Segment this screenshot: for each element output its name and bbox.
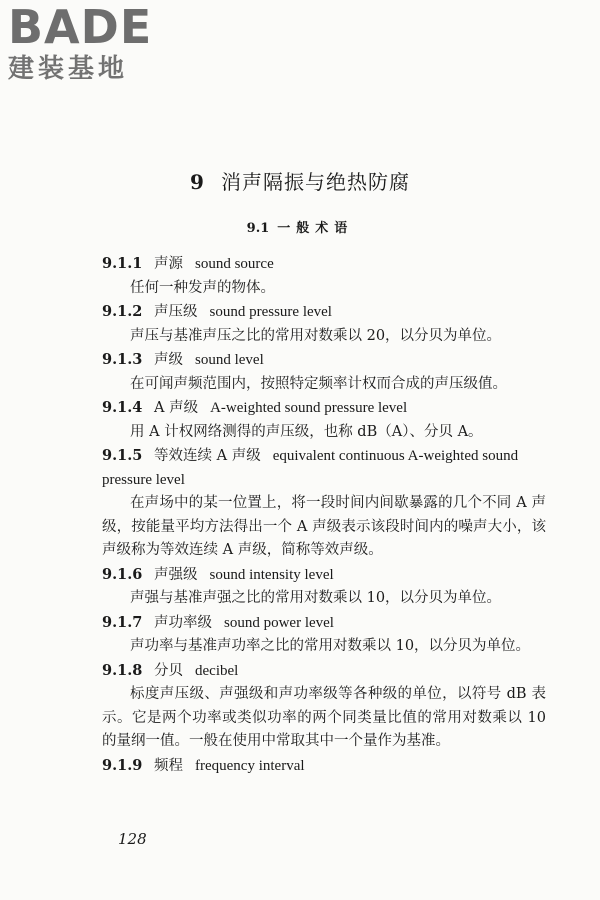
term-heading: [102, 252, 546, 277]
term-english: sound intensity level: [209, 566, 334, 583]
term-number: 9.1.8: [102, 661, 143, 679]
term-english: sound level: [195, 352, 264, 368]
term-definition: 声功率与基准声功率之比的常用对数乘以 10，以分贝为单位。: [130, 638, 531, 654]
term-number: 9.1.1: [102, 255, 143, 272]
chapter-heading: [0, 166, 600, 195]
term-definition: 声强与基准声强之比的常用对数乘以 10，以分贝为单位。: [130, 590, 502, 606]
term-number: 9.1.3: [102, 351, 143, 368]
term-heading: [102, 300, 546, 325]
term-english: decibel: [195, 662, 239, 679]
logo-wordmark: BADE: [8, 0, 153, 54]
term-definition: 标度声压级、声强级和声功率级等各种级的单位，以符号 dB 表示。它是两个功率或类似功率的两个同类量比值的常用对数乘以 10 的量纲一值。一般在使用中常取其中一个量作为基准。: [102, 686, 546, 749]
terms-list: [102, 252, 546, 778]
section-number: 9.1: [246, 221, 270, 236]
term-heading: [102, 348, 546, 373]
term-number: 9.1.5: [102, 447, 143, 464]
chapter-title: 消声隔振与绝热防腐: [220, 170, 410, 194]
logo-subtitle: 建装基地: [8, 54, 129, 84]
term-number: 9.1.4: [102, 399, 143, 416]
term-heading: [102, 659, 546, 684]
chapter-number: 9: [190, 170, 205, 194]
term-definition: 在可闻声频范围内，按照特定频率计权而合成的声压级值。: [130, 375, 507, 392]
term-heading: [102, 563, 546, 588]
term-chinese: 声压级: [154, 304, 198, 320]
term-chinese: 声源: [154, 256, 183, 272]
term-heading: [102, 754, 546, 779]
term-chinese: 声级: [154, 352, 183, 368]
term-chinese: 声强级: [154, 566, 198, 583]
watermark-logo: [8, 2, 178, 84]
term-definition: 在声场中的某一位置上，将一段时间内间歇暴露的几个不同 A 声级，按能量平均方法得出一个 A 声级表示该段时间内的噪声大小，该声级称为等效连续 A 声级，简称等效声级。: [102, 495, 546, 558]
term-english: sound power level: [224, 614, 334, 631]
term-english: A-weighted sound pressure level: [210, 400, 408, 416]
term-heading: [102, 444, 546, 492]
term-chinese: 声功率级: [154, 614, 212, 631]
term-chinese: 频程: [154, 757, 183, 774]
term-english: sound pressure level: [209, 304, 332, 320]
term-number: 9.1.2: [102, 303, 143, 320]
section-title: 一般术语: [277, 221, 354, 236]
term-heading: [102, 611, 546, 636]
term-english: equivalent continuous A-weighted sound pressure level: [102, 448, 519, 488]
term-english: sound source: [195, 256, 274, 272]
section-heading: [0, 217, 600, 236]
term-chinese: A 声级: [154, 400, 199, 416]
term-number: 9.1.6: [102, 565, 143, 583]
term-chinese: 分贝: [154, 662, 183, 679]
term-definition: 任何一种发声的物体。: [130, 279, 275, 296]
term-chinese: 等效连续 A 声级: [154, 448, 261, 464]
term-definition: 声压与基准声压之比的常用对数乘以 20，以分贝为单位。: [130, 327, 502, 344]
term-definition: 用 A 计权网络测得的声压级，也称 dB（A）、分贝 A。: [130, 423, 483, 440]
term-english: frequency interval: [195, 757, 305, 774]
page-number: 128: [118, 830, 147, 848]
term-number: 9.1.9: [102, 756, 143, 774]
term-number: 9.1.7: [102, 613, 143, 631]
term-heading: [102, 396, 546, 421]
